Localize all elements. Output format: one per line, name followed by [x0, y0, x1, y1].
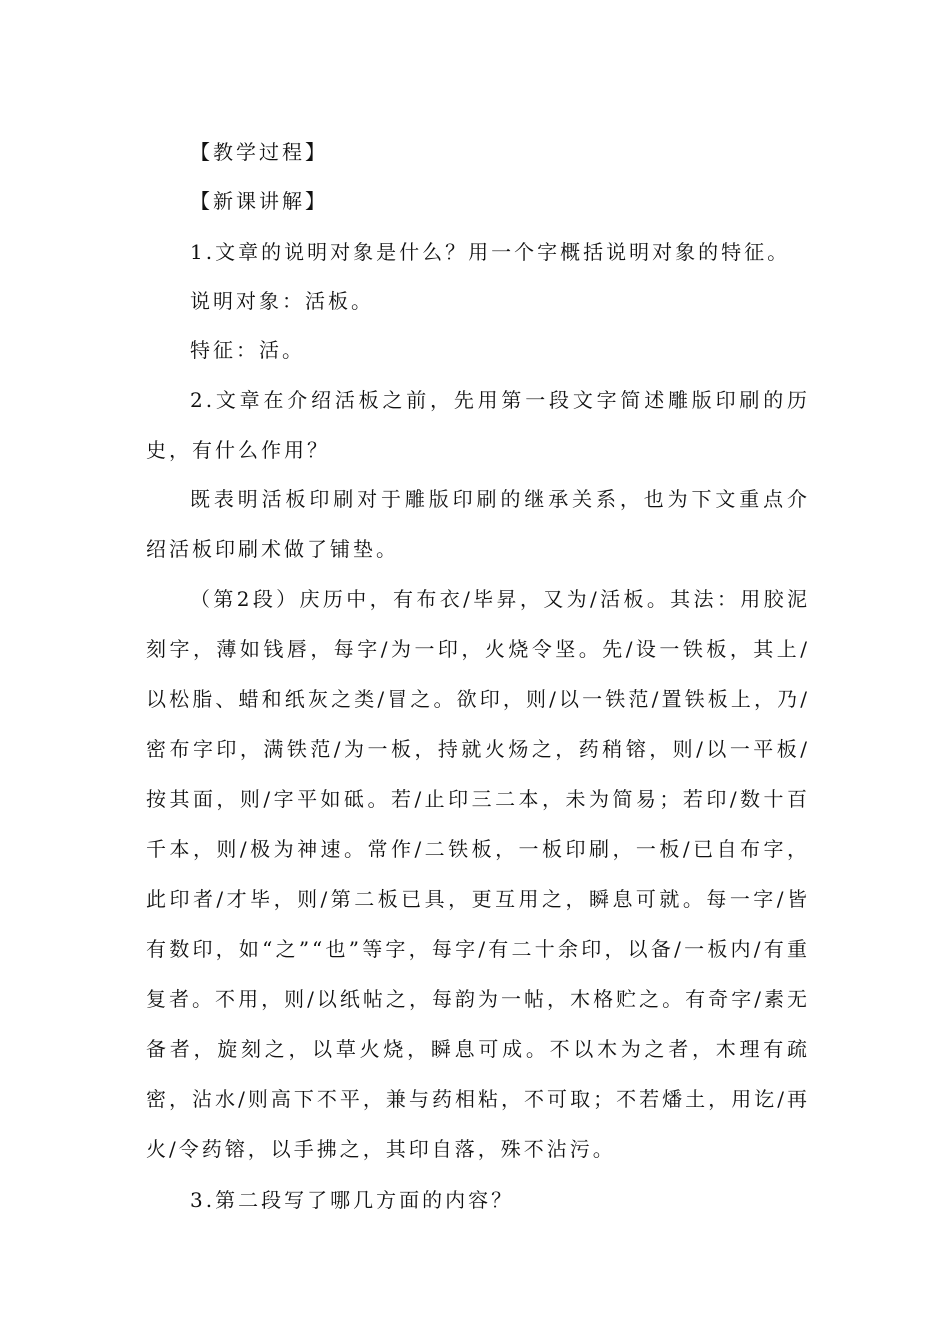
- heading-teaching-process: 【教学过程】: [190, 140, 328, 164]
- paragraph-2-text: （第2段）庆历中，有布衣/毕昇，又为/活板。其法：用胶泥刻字，薄如钱唇，每字/为一印，火烧令坚。先/设一铁板，其上/以松脂、蜡和纸灰之类/冒之。欲印，则/以一铁范/置铁板上，乃/密布字印，满铁范/为一板，持就火炀之，药稍镕，则/以一平板/按其面，则/字平如砥。若/止印三二本，未为简易；若印/数十百千本，则/极为神速。常作/二铁板，一板印刷，一板/已自布字，此印者/才毕，则/第二板已具，更互用之，瞬息可就。每一字/皆有数印，如“之”“也”等字，每字/有二十余印，以备/一板内/有重复者。不用，则/以纸帖之，每韵为一帖，木格贮之。有奇字/素无备者，旋刻之，以草火烧，瞬息可成。不以木为之者，木理有疏密，沾水/则高下不平，兼与药相粘，不可取；不若燔土，用讫/再火/令药镕，以手拂之，其印自落，殊不沾污。: [146, 587, 810, 1161]
- question-3: 3.第二段写了哪几方面的内容？: [190, 1188, 515, 1212]
- answer-1-feature: 特征：活。: [190, 338, 305, 362]
- question-2: 2.文章在介绍活板之前，先用第一段文字简述雕版印刷的历史，有什么作用？: [146, 388, 810, 462]
- question-1: 1.文章的说明对象是什么？用一个字概括说明对象的特征。: [190, 240, 791, 264]
- heading-new-lesson: 【新课讲解】: [190, 189, 328, 213]
- answer-2: 既表明活板印刷对于雕版印刷的继承关系，也为下文重点介绍活板印刷术做了铺垫。: [146, 487, 810, 561]
- answer-1-object: 说明对象：活板。: [190, 289, 374, 313]
